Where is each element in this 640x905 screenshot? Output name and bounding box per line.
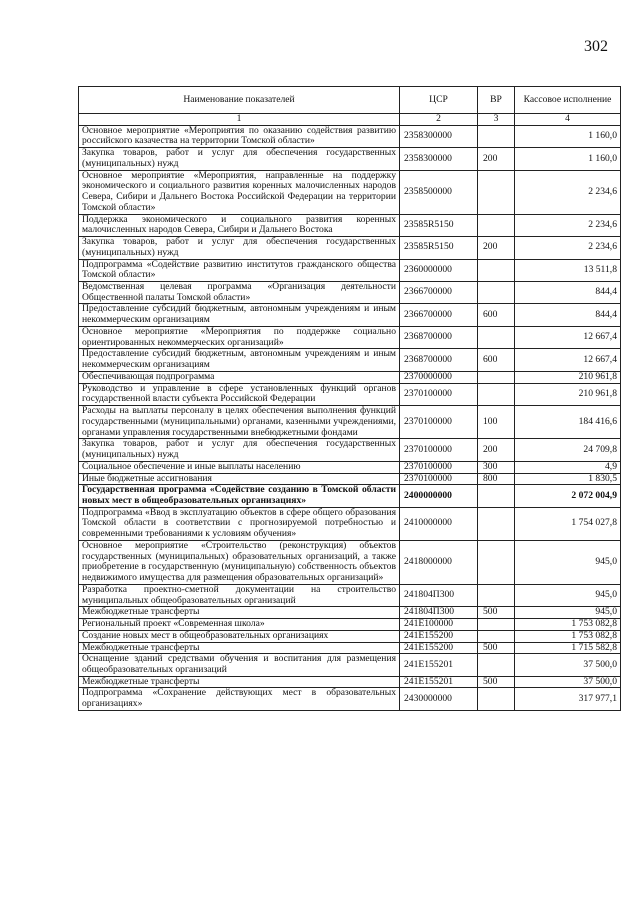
row-amount-cell: 37 500,0 [515,654,621,676]
row-name-cell: Иные бюджетные ассигнования [79,473,400,485]
row-vr-cell [478,485,515,507]
row-amount-cell: 2 234,6 [515,237,621,259]
row-amount-cell: 4,9 [515,461,621,473]
index-cell: 3 [478,114,515,126]
row-name-cell: Поддержка экономического и социального развития коренных малочисленных народов Севера, Сибири и Дальнего Востока [79,214,400,236]
header-name: Наименование показателей [79,87,400,114]
table-row [79,485,621,507]
row-amount-cell: 24 709,8 [515,439,621,461]
row-name-cell: Предоставление субсидий бюджетным, автономным учреждениям и иным некоммерческим организациям [79,304,400,326]
row-name-cell: Основное мероприятие «Строительство (реконструкция) объектов государственных (муниципальных) образовательных организаций, а также приобретение в государственную (муниципальную) собственность объектов недвижимого имущества для размещения образовательных организаций» [79,540,400,584]
row-name-cell: Подпрограмма «Сохранение действующих мест в образовательных организациях» [79,688,400,710]
row-name-cell: Закупка товаров, работ и услуг для обеспечения государственных (муниципальных) нужд [79,148,400,170]
row-amount-cell: 945,0 [515,607,621,619]
row-csr-cell: 2370100000 [400,439,478,461]
table-row [79,461,621,473]
table-row [79,371,621,383]
row-amount-cell: 37 500,0 [515,676,621,688]
row-vr-cell [478,371,515,383]
table-row [79,619,621,631]
row-vr-cell [478,584,515,606]
table-row [79,282,621,304]
table-row [79,654,621,676]
table-row [79,630,621,642]
row-csr-cell: 241804П300 [400,607,478,619]
row-vr-cell: 500 [478,676,515,688]
row-vr-cell [478,630,515,642]
row-amount-cell: 210 961,8 [515,371,621,383]
row-vr-cell: 800 [478,473,515,485]
row-name-cell: Межбюджетные трансферты [79,607,400,619]
row-name-cell: Государственная программа «Содействие созданию в Томской области новых мест в общеобразовательных организациях» [79,485,400,507]
row-vr-cell: 600 [478,304,515,326]
table-row [79,349,621,371]
row-vr-cell [478,259,515,281]
table-row [79,125,621,147]
table-row [79,326,621,348]
row-name-cell: Обеспечивающая подпрограмма [79,371,400,383]
index-cell: 2 [400,114,478,126]
row-name-cell: Основное мероприятие «Мероприятия по поддержке социально ориентированных некоммерческих организаций» [79,326,400,348]
table-header-row [79,87,621,114]
table-row [79,170,621,214]
table-row [79,383,621,405]
row-vr-cell: 500 [478,607,515,619]
row-name-cell: Ведомственная целевая программа «Организация деятельности Общественной палаты Томской области» [79,282,400,304]
row-csr-cell: 241E155200 [400,630,478,642]
column-index-row [79,114,621,126]
row-csr-cell: 2366700000 [400,282,478,304]
row-vr-cell [478,507,515,540]
table-row [79,688,621,710]
table-row [79,439,621,461]
row-vr-cell: 600 [478,349,515,371]
row-csr-cell: 2360000000 [400,259,478,281]
row-csr-cell: 241E155201 [400,676,478,688]
row-name-cell: Основное мероприятие «Мероприятия по оказанию содействия развитию российского казачества на территории Томской области» [79,125,400,147]
row-amount-cell: 210 961,8 [515,383,621,405]
row-csr-cell: 2368700000 [400,326,478,348]
header-vr: ВР [478,87,515,114]
table-row [79,237,621,259]
row-amount-cell: 1 830,5 [515,473,621,485]
row-name-cell: Разработка проектно-сметной документации на строительство муниципальных общеобразовательных организаций [79,584,400,606]
row-vr-cell [478,326,515,348]
row-name-cell: Предоставление субсидий бюджетным, автономным учреждениям и иным некоммерческим организациям [79,349,400,371]
row-amount-cell: 1 753 082,8 [515,630,621,642]
row-amount-cell: 1 160,0 [515,148,621,170]
row-name-cell: Закупка товаров, работ и услуг для обеспечения государственных (муниципальных) нужд [79,439,400,461]
row-vr-cell [478,688,515,710]
row-amount-cell: 844,4 [515,304,621,326]
row-amount-cell: 844,4 [515,282,621,304]
row-amount-cell: 945,0 [515,584,621,606]
row-csr-cell: 2410000000 [400,507,478,540]
row-amount-cell: 1 715 582,8 [515,642,621,654]
row-csr-cell: 2366700000 [400,304,478,326]
row-amount-cell: 2 234,6 [515,214,621,236]
row-name-cell: Расходы на выплаты персоналу в целях обеспечения выполнения функций государственными (муниципальными) органами, казенными учреждениями, органами управления государственными внебюджетными фондами [79,406,400,439]
table-row [79,507,621,540]
table-row [79,676,621,688]
header-csr: ЦСР [400,87,478,114]
row-vr-cell: 300 [478,461,515,473]
row-csr-cell: 2368700000 [400,349,478,371]
row-name-cell: Создание новых мест в общеобразовательных организациях [79,630,400,642]
row-vr-cell: 100 [478,406,515,439]
table-row [79,642,621,654]
table-row [79,406,621,439]
table-row [79,540,621,584]
table-row [79,148,621,170]
row-vr-cell [478,654,515,676]
row-csr-cell: 241804П300 [400,584,478,606]
row-vr-cell [478,170,515,214]
table-row [79,584,621,606]
row-amount-cell: 2 072 004,9 [515,485,621,507]
row-vr-cell: 200 [478,439,515,461]
table-row [79,304,621,326]
row-name-cell: Межбюджетные трансферты [79,676,400,688]
row-vr-cell: 200 [478,148,515,170]
row-amount-cell: 1 753 082,8 [515,619,621,631]
row-vr-cell [478,540,515,584]
row-amount-cell: 184 416,6 [515,406,621,439]
row-amount-cell: 945,0 [515,540,621,584]
row-csr-cell: 23585R5150 [400,237,478,259]
row-vr-cell: 200 [478,237,515,259]
row-csr-cell: 2400000000 [400,485,478,507]
table-row [79,214,621,236]
row-csr-cell: 241E155201 [400,654,478,676]
row-name-cell: Руководство и управление в сфере установленных функций органов государственной власти субъекта Российской Федерации [79,383,400,405]
row-amount-cell: 2 234,6 [515,170,621,214]
row-csr-cell: 2418000000 [400,540,478,584]
header-amount: Кассовое исполнение [515,87,621,114]
row-name-cell: Закупка товаров, работ и услуг для обеспечения государственных (муниципальных) нужд [79,237,400,259]
row-vr-cell [478,214,515,236]
row-name-cell: Региональный проект «Современная школа» [79,619,400,631]
row-vr-cell [478,619,515,631]
row-vr-cell [478,125,515,147]
row-csr-cell: 2358500000 [400,170,478,214]
index-cell: 1 [79,114,400,126]
row-name-cell: Основное мероприятие «Мероприятия, направленные на поддержку экономического и социального развития коренных малочисленных народов Севера, Сибири и Дальнего Востока Российской Федерации на территории Томской области» [79,170,400,214]
table-row [79,473,621,485]
row-name-cell: Межбюджетные трансферты [79,642,400,654]
table-row [79,607,621,619]
table-row [79,259,621,281]
row-amount-cell: 13 511,8 [515,259,621,281]
row-vr-cell [478,383,515,405]
row-csr-cell: 241E100000 [400,619,478,631]
row-csr-cell: 2358300000 [400,125,478,147]
row-name-cell: Социальное обеспечение и иные выплаты населению [79,461,400,473]
row-amount-cell: 317 977,1 [515,688,621,710]
row-csr-cell: 2370100000 [400,473,478,485]
row-csr-cell: 2358300000 [400,148,478,170]
index-cell: 4 [515,114,621,126]
page-number: 302 [584,38,608,55]
row-csr-cell: 2370100000 [400,406,478,439]
row-csr-cell: 23585R5150 [400,214,478,236]
row-name-cell: Подпрограмма «Ввод в эксплуатацию объектов в сфере общего образования Томской области в соответствии с прогнозируемой потребностью и современными требованиями к условиям обучения» [79,507,400,540]
row-vr-cell [478,282,515,304]
row-name-cell: Подпрограмма «Содействие развитию институтов гражданского общества Томской области» [79,259,400,281]
budget-table [78,86,621,711]
row-amount-cell: 12 667,4 [515,349,621,371]
row-csr-cell: 2370000000 [400,371,478,383]
row-csr-cell: 2370100000 [400,461,478,473]
row-vr-cell: 500 [478,642,515,654]
row-amount-cell: 12 667,4 [515,326,621,348]
row-csr-cell: 2370100000 [400,383,478,405]
row-amount-cell: 1 160,0 [515,125,621,147]
row-amount-cell: 1 754 027,8 [515,507,621,540]
row-csr-cell: 2430000000 [400,688,478,710]
row-name-cell: Оснащение зданий средствами обучения и воспитания для размещения общеобразовательных организаций [79,654,400,676]
table-body [79,125,621,710]
row-csr-cell: 241E155200 [400,642,478,654]
